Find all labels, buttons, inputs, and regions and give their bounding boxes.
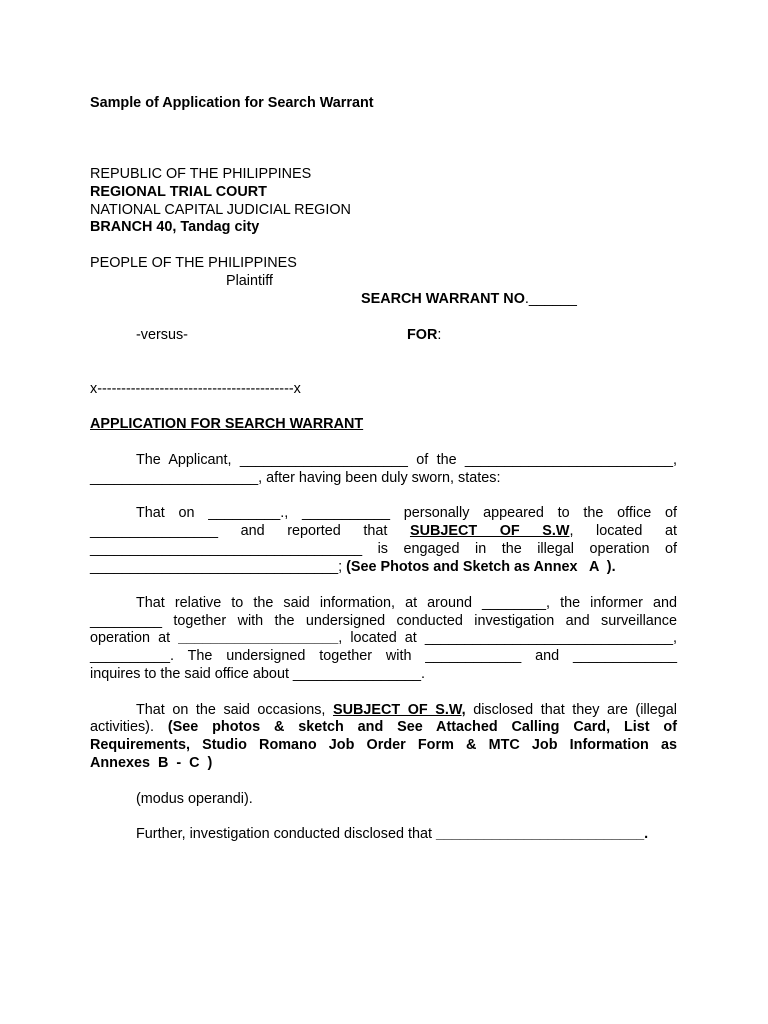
further-line [136, 825, 648, 843]
search-warrant-number-blank: .______ [524, 291, 577, 307]
para1-line1: The Applicant, _____________________ of the __________________________, [136, 452, 677, 468]
republic-line: REPUBLIC OF THE PHILIPPINES [90, 166, 312, 182]
subject-of-sw: SUBJECT OF S.W [409, 523, 570, 539]
region-line: NATIONAL CAPITAL JUDICIAL REGION [90, 202, 351, 218]
para2-line4-blank: _______________________________; [90, 559, 343, 575]
para2-line3: __________________________________ is engaged in the illegal operation of [90, 541, 677, 557]
para4-line2-pre: activities). [90, 719, 154, 735]
para2-line1: That on _________., ___________ personally appeared to the office of [136, 505, 677, 521]
further-blank: __________________________. [435, 826, 649, 842]
further-text: Further, investigation conducted disclosed that [136, 826, 436, 842]
para3-line3-blank: ____________________ [178, 630, 339, 646]
para2-line2 [90, 522, 677, 540]
para3-line1: That relative to the said information, at around ________, the informer and [136, 595, 677, 611]
people-line: PEOPLE OF THE PHILIPPINES [90, 255, 297, 271]
para2-line4 [90, 558, 616, 576]
para1-line2: _____________________, after having been duly sworn, states: [90, 470, 501, 486]
versus-label: -versus- [136, 327, 188, 343]
for-line [407, 326, 441, 344]
search-warrant-number-label: SEARCH WARRANT NO [361, 291, 525, 307]
plaintiff-label: Plaintiff [226, 273, 273, 289]
para4-line4: Annexes B - C ) [90, 755, 213, 771]
para4-line3: Requirements, Studio Romano Job Order Form & MTC Job Information as [90, 737, 677, 753]
para3-line3 [90, 629, 677, 647]
annex-a-note: (See Photos and Sketch as Annex A ). [342, 559, 616, 575]
para3-line2: _________ together with the undersigned conducted investigation and surveillance [90, 613, 677, 629]
para3-line5: inquires to the said office about ________________. [90, 666, 425, 682]
caption-divider: x-----------------------------------------x [90, 381, 301, 397]
document-title: Sample of Application for Search Warrant [90, 95, 374, 111]
search-warrant-number [361, 290, 577, 308]
for-colon: : [437, 327, 442, 343]
para4-line1 [136, 701, 677, 719]
para4-line1-pre: That on the said occasions, [136, 702, 326, 718]
para4-line2 [90, 718, 677, 736]
court-line: REGIONAL TRIAL COURT [90, 184, 267, 200]
para2-line2-pre: ________________ and reported that [90, 523, 388, 539]
para3-line3-pre: operation at [90, 630, 171, 646]
for-label: FOR [407, 327, 438, 343]
para4-line1-post: disclosed that they are (illegal [465, 702, 678, 718]
application-heading: APPLICATION FOR SEARCH WARRANT [90, 416, 364, 432]
modus-operandi: (modus operandi). [136, 791, 253, 807]
para3-line4: __________. The undersigned together with ____________ and _____________ [90, 648, 677, 664]
para2-line2-post: , located at [569, 523, 678, 539]
para4-line2-bold: (See photos & sketch and See Attached Calling Card, List of [167, 719, 677, 735]
branch-line: BRANCH 40, Tandag city [90, 219, 260, 235]
subject-of-sw-2: SUBJECT OF S.W, [332, 702, 466, 718]
para3-line3-post: , located at _______________________________, [338, 630, 677, 646]
